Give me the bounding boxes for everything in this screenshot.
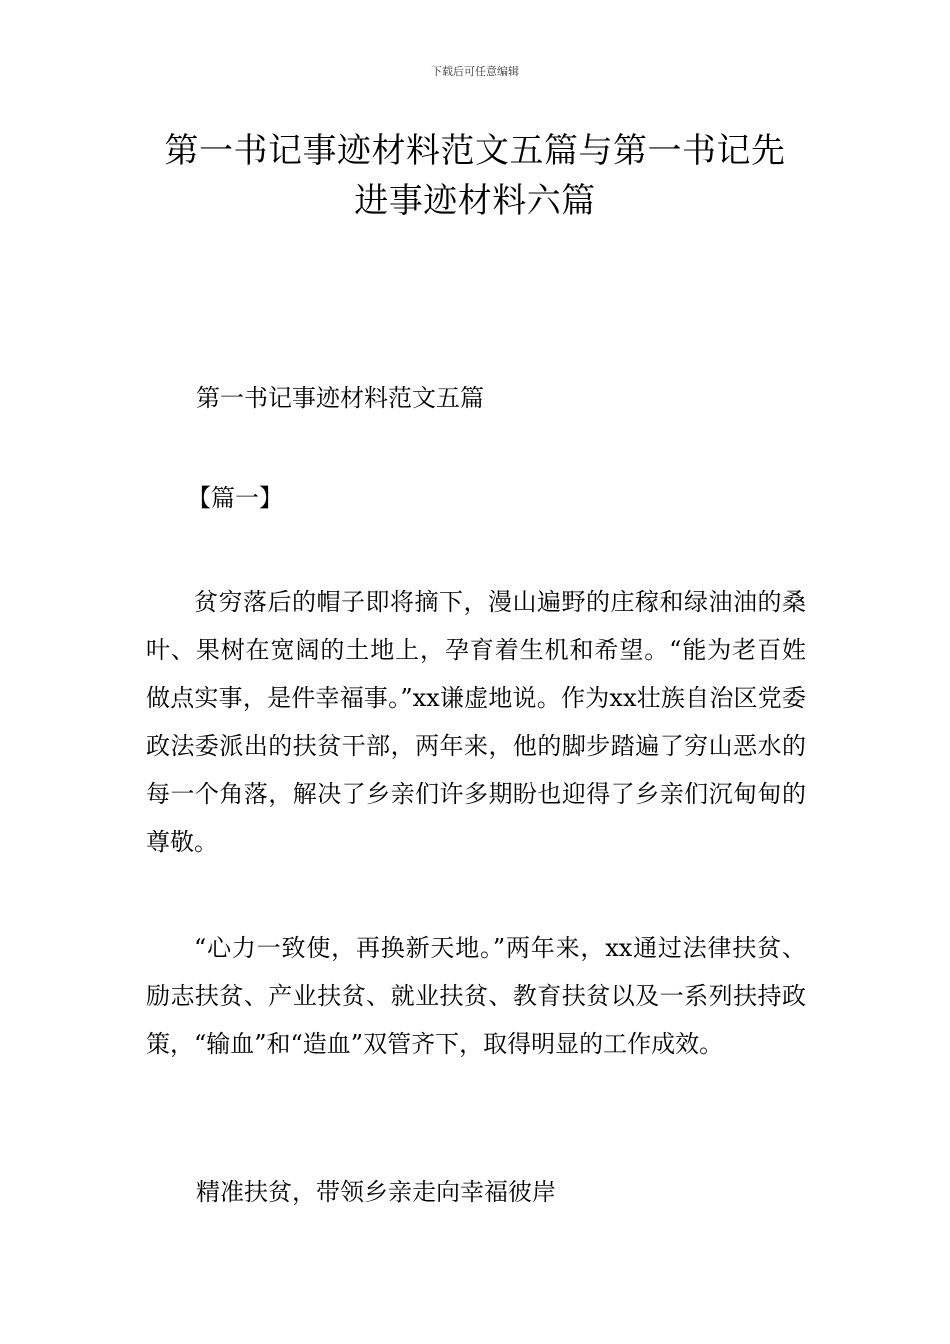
paragraph-2: “心力一致使，再换新天地。”两年来，xx通过法律扶贫、励志扶贫、产业扶贫、就业扶贫、教育扶贫以及一系列扶持政策，“输血”和“造血”双管齐下，取得明显的工作成效。 [146, 934, 806, 1058]
paragraph-1: 贫穷落后的帽子即将摘下，漫山遍野的庄稼和绿油油的桑叶、果树在宽阔的土地上，孕育着生机和希望。“能为老百姓做点实事，是件幸福事。”xx谦虚地说。作为xx壮族自治区党委政法委派出的扶贫干部，两年来，他的脚步踏遍了穷山恶水的每一个角落，解决了乡亲们许多期盼也迎得了乡亲们沉甸甸的尊敬。 [146, 588, 806, 856]
header-note: 下载后可任意编辑 [431, 65, 519, 78]
document-title [140, 126, 810, 226]
section-label: 【篇一】 [187, 484, 283, 512]
section-title: 第一书记事迹材料范文五篇 [196, 384, 484, 412]
subheading: 精准扶贫，带领乡亲走向幸福彼岸 [196, 1178, 556, 1206]
title-line-1: 第一书记事迹材料范文五篇与第一书记先 [164, 131, 786, 171]
title-line-2: 进事迹材料六篇 [354, 181, 596, 221]
